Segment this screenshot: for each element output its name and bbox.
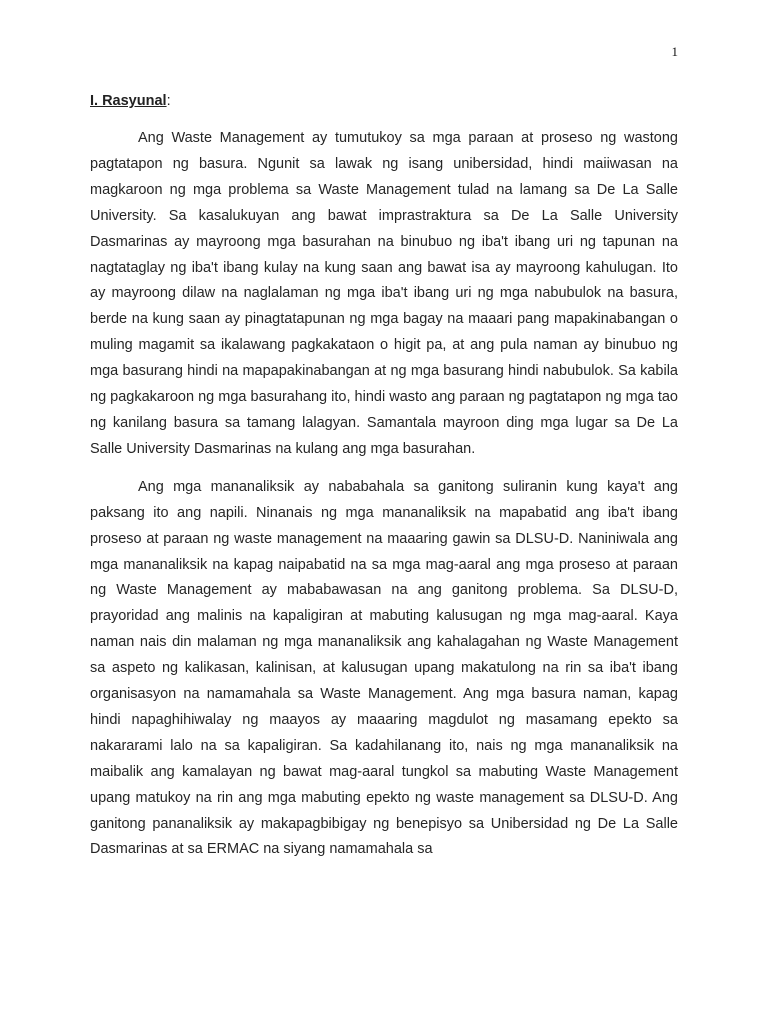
document-body <box>90 88 678 875</box>
paragraph-rationale-1: Ang Waste Management ay tumutukoy sa mga paraan at proseso ng wastong pagtatapon ng basura. Ngunit sa lawak ng isang unibersidad, hindi maiiwasan na magkaroon ng mga problema sa Waste Management tulad na lamang sa De La Salle University. Sa kasalukuyan ang bawat imprastraktura sa De La Salle University Dasmarinas ay mayroong mga basurahan na binubuo ng iba't ibang uri ng tapunan na nagtataglay ng iba't ibang kulay na kung saan ang bawat isa ay mayroong kahulugan. Ito ay mayroong dilaw na naglalaman ng mga iba't ibang uri ng mga nabubulok na basura, berde na kung saan ay pinagtatapunan ng mga bagay na maaari pang mapakinabangan o muling magamit sa ikalawang pagkakataon o higit pa, at ang pula naman ay binubuo ng mga basurang hindi na mapapakinabangan at ng mga basurang hindi nabubulok. Sa kabila ng pagkakaroon ng mga basurahang ito, hindi wasto ang paraan ng pagtatapon ng mga tao ng kanilang basura sa tamang lalagyan. Samantala mayroon ding mga lugar sa De La Salle University Dasmarinas na kulang ang mga basurahan. <box>90 130 678 457</box>
section-heading-colon: : <box>166 93 171 109</box>
page-number: 1 <box>671 44 678 59</box>
section-heading <box>90 88 678 114</box>
paragraph-rationale-2: Ang mga mananaliksik ay nababahala sa ganitong suliranin kung kaya't ang paksang ito ang napili. Ninanais ng mga mananaliksik na mapabatid ang iba't ibang proseso at paraan ng waste management na maaaring gawin sa DLSU-D. Naniniwala ang mga mananaliksik na kapag naipabatid na sa mga mag-aaral ang mga proseso at paraan ng Waste Management ay mababawasan na ang ganitong problema. Sa DLSU-D, prayoridad ang malinis na kapaligiran at mabuting kalusugan ng mga mag-aaral. Kaya naman nais din malaman ng mga mananaliksik ang kahalagahan ng Waste Management sa aspeto ng kalikasan, kalinisan, at kalusugan upang makatulong na rin sa iba't ibang organisasyon na namamahala sa Waste Management. Ang mga basura naman, kapag hindi napaghihiwalay ng maayos ay maaaring magdulot ng masamang epekto sa nakararami lalo na sa kapaligiran. Sa kadahilanang ito, nais ng mga mananaliksik na maibalik ang kamalayan ng bawat mag-aaral tungkol sa mabuting Waste Management upang matukoy na rin ang mga mabuting epekto ng waste management sa DLSU-D. Ang ganitong pananaliksik ay makapagbibigay ng benepisyo sa Unibersidad ng De La Salle Dasmarinas at sa ERMAC na siyang namamahala sa <box>90 478 678 858</box>
section-heading-title: I. Rasyunal <box>90 93 167 109</box>
